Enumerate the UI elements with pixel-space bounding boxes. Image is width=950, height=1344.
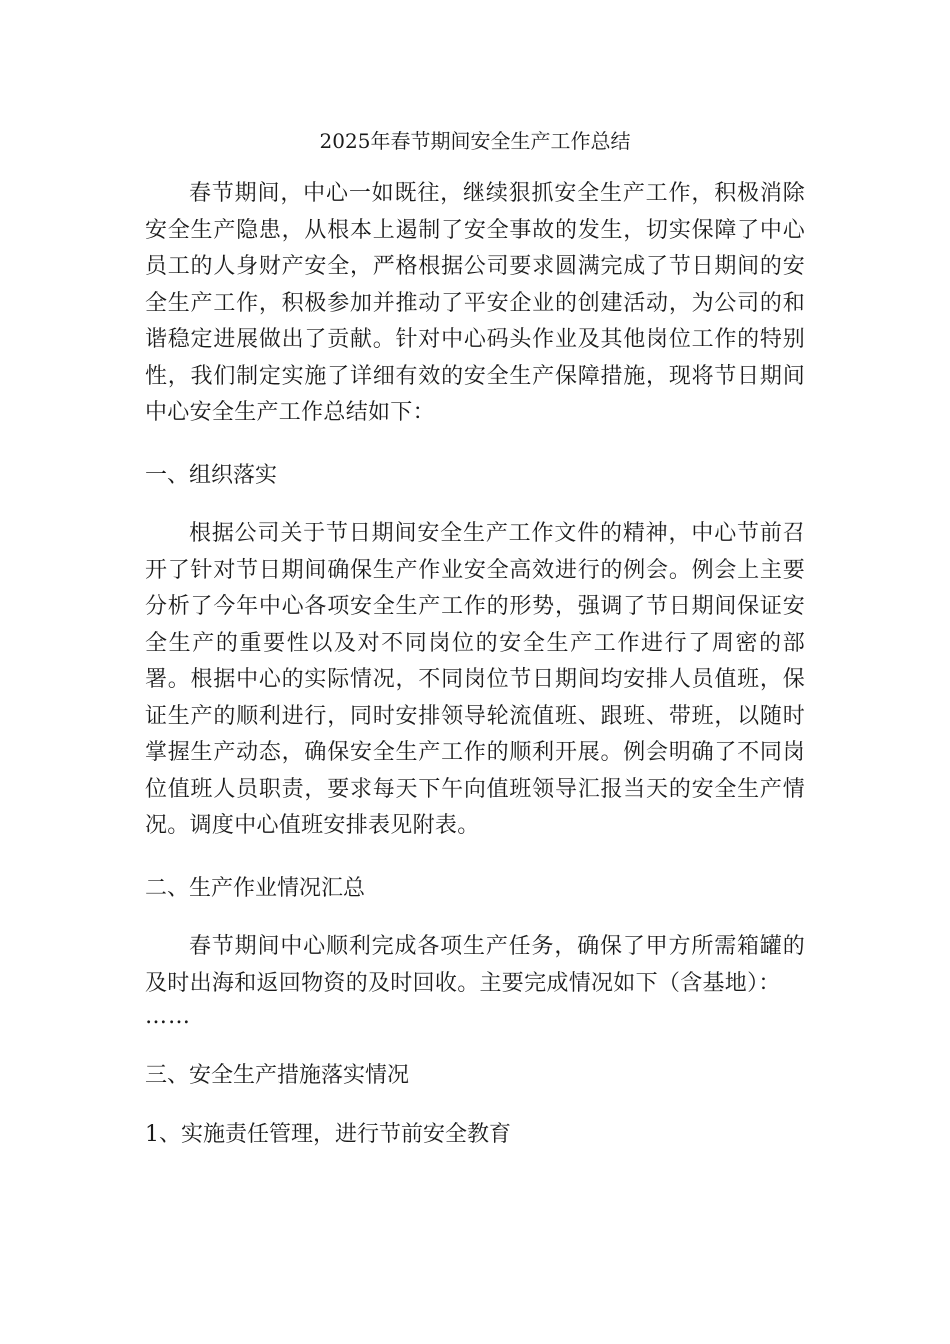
section1-paragraph: 根据公司关于节日期间安全生产工作文件的精神，中心节前召开了针对节日期间确保生产作业安全高效进行的例会。例会上主要分析了今年中心各项安全生产工作的形势，强调了节日期间保证安全生产的重要性以及对不同岗位的安全生产工作进行了周密的部署。根据中心的实际情况，不同岗位节日期间均安排人员值班，保证生产的顺利进行，同时安排领导轮流值班、跟班、带班，以随时掌握生产动态，确保安全生产工作的顺利开展。例会明确了不同岗位值班人员职责，要求每天下午向值班领导汇报当天的安全生产情况。调度中心值班安排表见附表。 xyxy=(145,521,805,838)
document-page xyxy=(145,120,805,1153)
intro-paragraph: 春节期间，中心一如既往，继续狠抓安全生产工作，积极消除安全生产隐患，从根本上遏制了安全事故的发生，切实保障了中心员工的人身财产安全，严格根据公司要求圆满完成了节日期间的安全生产工作，积极参加并推动了平安企业的创建活动，为公司的和谐稳定进展做出了贡献。针对中心码头作业及其他岗位工作的特别性，我们制定实施了详细有效的安全生产保障措施，现将节日期间中心安全生产工作总结如下： xyxy=(145,181,805,425)
section3-subheading-1: 1、实施责任管理，进行节前安全教育 xyxy=(145,1121,511,1147)
section2-heading: 二、生产作业情况汇总 xyxy=(145,875,366,901)
document-title: 2025年春节期间安全生产工作总结 xyxy=(319,129,631,153)
section2-ellipsis: …… xyxy=(145,1004,191,1029)
section1-heading: 一、组织落实 xyxy=(145,462,278,488)
section3-heading: 三、安全生产措施落实情况 xyxy=(145,1063,410,1088)
section2-paragraph: 春节期间中心顺利完成各项生产任务，确保了甲方所需箱罐的及时出海和返回物资的及时回收。主要完成情况如下（含基地）： xyxy=(145,934,805,996)
